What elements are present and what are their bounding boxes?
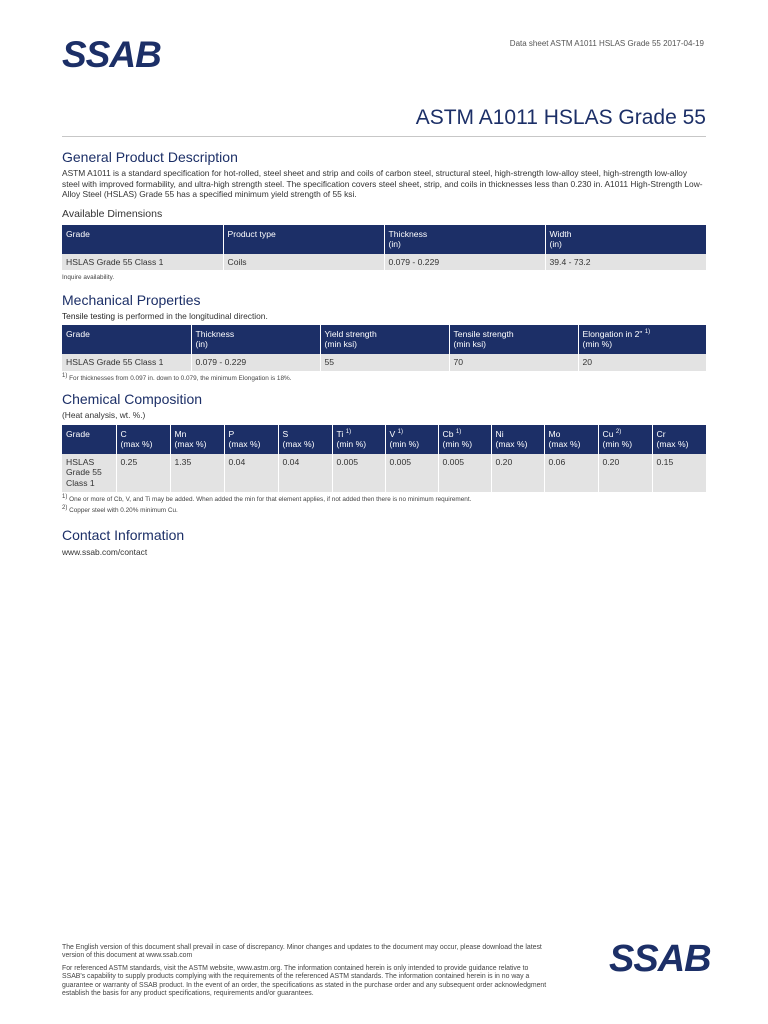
table-header-cell: Cr (max %) <box>652 425 706 454</box>
tensile-testing-link[interactable]: Tensile testing <box>62 310 116 321</box>
table-header-cell: Yield strength (min ksi) <box>320 325 449 354</box>
ssab-logo: SSAB <box>62 34 161 75</box>
table-header-cell: Ti $^{1)}$ (min %) <box>332 425 385 454</box>
dimensions-table <box>62 225 706 271</box>
table-header-row <box>62 425 706 454</box>
table-cell: 0.079 - 0.229 <box>191 354 320 371</box>
chemical-table <box>62 425 706 492</box>
table-header-cell: Product type <box>223 225 384 254</box>
table-header-row <box>62 325 706 354</box>
mechanical-heading: Mechanical Properties <box>62 291 201 308</box>
chemical-heading: Chemical Composition <box>62 391 203 407</box>
table-cell: 0.04 <box>278 454 332 492</box>
table-cell: HSLAS Grade 55 Class 1 <box>62 354 191 371</box>
table-row <box>62 454 706 492</box>
general-section <box>62 148 706 200</box>
dimensions-note: Inquire availability. <box>62 274 115 281</box>
table-header-cell: S (max %) <box>278 425 332 454</box>
table-cell: 20 <box>578 354 706 371</box>
footer-disclaimer: The English version of this document shall prevail in case of discrepancy. Minor changes and updates to the document may occur, please download the latest version of this document at www.ssab.com <box>62 944 542 960</box>
page-title: ASTM A1011 HSLAS Grade 55 <box>415 106 706 129</box>
chemical-footnote-1: $^{1)}$ One or more of Cb, V, and Ti may be added. When added the min for that element applies, if not added then there is no minimum requirement. <box>62 493 472 503</box>
contact-heading: Contact Information <box>62 526 185 543</box>
table-header-cell: Grade <box>62 225 223 254</box>
table-header-cell: Grade <box>62 325 191 354</box>
table-header-cell: Tensile strength (min ksi) <box>449 325 578 354</box>
table-cell: 1.35 <box>170 454 224 492</box>
title-divider <box>62 136 706 137</box>
ssab-footer-logo: SSAB <box>609 938 711 980</box>
table-header-cell: Cu $^{2)}$ (min %) <box>598 425 652 454</box>
table-cell: 0.005 <box>332 454 385 492</box>
chemical-subtitle: (Heat analysis, wt. %.) <box>62 410 146 420</box>
table-cell: 39.4 - 73.2 <box>545 254 706 271</box>
table-cell: 0.04 <box>224 454 278 492</box>
table-header-cell: V $^{1)}$ (min %) <box>385 425 438 454</box>
table-cell: 0.20 <box>491 454 544 492</box>
table-cell: 70 <box>449 354 578 371</box>
table-cell: 0.005 <box>385 454 438 492</box>
mechanical-table <box>62 325 706 371</box>
table-header-cell: Thickness (in) <box>191 325 320 354</box>
table-header-cell: Width (in) <box>545 225 706 254</box>
chemical-footnote-2: $^{2)}$ Copper steel with 0.20% minimum Cu. <box>62 504 178 514</box>
general-heading: General Product Description <box>62 149 238 165</box>
table-cell: 0.20 <box>598 454 652 492</box>
table-header-cell: P (max %) <box>224 425 278 454</box>
general-description: ASTM A1011 is a standard specification for hot-rolled, steel sheet and strip and coils of carbon steel, structural steel, high-strength low-alloy steel, high-strength low-alloy steel with improved formability, and ultra-high strength steel. The specification covers steel sheet, strip, and coils in thicknesses less than 0.230 in. A1011 High-Strength Low-Alloy Steel (HSLAS) Grade 55 has a specified minimum yield strength of 55 ksi. <box>62 168 703 199</box>
chemical-section <box>62 390 706 516</box>
table-cell: 55 <box>320 354 449 371</box>
dimensions-heading: Available Dimensions <box>62 207 163 220</box>
table-header-cell: C (max %) <box>116 425 170 454</box>
table-header-cell: Grade <box>62 425 116 454</box>
contact-link[interactable]: www.ssab.com/contact <box>62 546 148 557</box>
table-header-cell: Elongation in 2" $^{1)}$ (min %) <box>578 325 706 354</box>
table-cell: 0.005 <box>438 454 491 492</box>
contact-section <box>62 526 706 558</box>
table-header-cell: Mn (max %) <box>170 425 224 454</box>
table-cell: 0.079 - 0.229 <box>384 254 545 271</box>
dimensions-section <box>62 207 706 283</box>
table-cell: Coils <box>223 254 384 271</box>
table-cell: 0.25 <box>116 454 170 492</box>
table-header-cell: Ni (max %) <box>491 425 544 454</box>
mechanical-intro: Tensile testing is performed in the longitudinal direction. <box>62 310 268 321</box>
table-cell: HSLAS Grade 55 Class 1 <box>62 254 223 271</box>
document-content <box>62 148 706 557</box>
table-header-cell: Cb $^{1)}$ (min %) <box>438 425 491 454</box>
table-header-cell: Thickness (in) <box>384 225 545 254</box>
table-header-cell: Mo (max %) <box>544 425 598 454</box>
table-cell: 0.06 <box>544 454 598 492</box>
table-header-row <box>62 225 706 254</box>
mechanical-footnote: $^{1)}$ For thicknesses from 0.097 in. down to 0.079, the minimum Elongation is 18%. <box>62 372 292 382</box>
mechanical-section <box>62 291 706 384</box>
table-cell: 0.15 <box>652 454 706 492</box>
footer-legal: For referenced ASTM standards, visit the ASTM website, www.astm.org. The information contained herein is only intended to provide guidance relative to SSAB's capability to supply products complying with the requirements of the referenced ASTM standards. The information contained herein is in no way a guarantee or warranty of SSAB product. In the event of an order, the specifications as stated in the purchase order and any subsequent order acknowledgment establish the basis for any product specifications, requirements and/or guarantees. <box>62 965 547 998</box>
table-row <box>62 254 706 271</box>
document-meta: Data sheet ASTM A1011 HSLAS Grade 55 2017-04-19 <box>509 39 704 48</box>
table-cell: HSLAS Grade 55 Class 1 <box>62 454 116 492</box>
table-row <box>62 354 706 371</box>
